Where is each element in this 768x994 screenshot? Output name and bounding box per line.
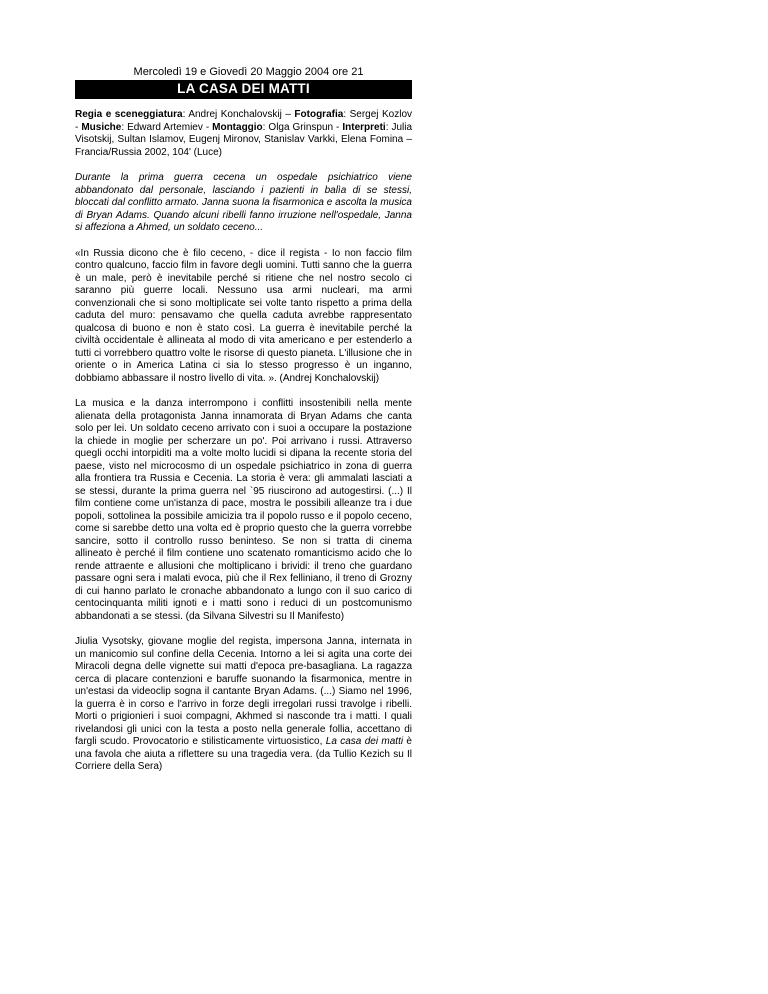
interpreti-value: : Julia Visotskij, Sultan Islamov, Eugenj Mironov, Stanislav Varkki, Elena Fomina – Francia/Russia 2002, 104' (Luce) — [75, 121, 413, 158]
director-quote: «In Russia dicono che è filo ceceno, - dice il regista - Io non faccio film contro qualcuno, faccio film in favore degli uomini. Tutti sanno che la guerra è un male, però è inevitabile perché si ritiene che nel nostro secolo ci saranno più guerre locali. Nessuno usa armi nucleari, ma armi convenzionali che si sono moltiplicate sei volte tanto rispetto a prima della caduta del muro: pensavamo che quella caduta avrebbe rappresentato qualcosa di buono e non è stato così. La guerra è inevitabile perché la civiltà occidentale è allineata al modo di vita americano e per estenderlo a tutti ci vorrebbero quattro volte le risorse di questo pianeta. L'illusione che in oriente o in America Latina ci sia lo stesso progresso è un inganno, dobbiamo abbassare il nostro livello di vita. ». (Andrej Konchalovskij) — [75, 247, 412, 384]
fotografia-value: : Sergej Kozlov - — [75, 109, 413, 133]
musiche-value: : Edward Artemiev - — [121, 121, 213, 133]
screening-date: Mercoledì 19 e Giovedì 20 Maggio 2004 ore 21 — [133, 66, 364, 78]
musiche-label: Musiche — [81, 121, 122, 133]
film-credits — [75, 109, 412, 159]
montaggio-value: : Olga Grinspun - — [262, 121, 343, 133]
montaggio-label: Montaggio — [212, 121, 263, 133]
corriere-review — [75, 636, 412, 774]
fotografia-label: Fotografia — [294, 109, 344, 120]
document-page — [75, 66, 412, 774]
corriere-review-part2: è una favola che aiuta a riflettere su una tragedia vera. (da Tullio Kezich su Il Corriere della Sera) — [75, 736, 412, 772]
film-title: LA CASA DEI MATTI — [75, 80, 412, 99]
corriere-review-part1: Jiulia Vysotsky, giovane moglie del regista, impersona Janna, internata in un manicomio sul confine della Cecenia. Intorno a lei si agita una corte dei Miracoli degna delle vignette sui matti d'epoca pre-basagliana. La ragazza cerca di placare contenzioni e baruffe suonando la fisarmonica, mentre in un'estasi da videoclip sogna il cantante Bryan Adams. (...) Siamo nel 1996, la guerra è in corso e l'arrivo in forze degli irregolari russi travolge i ribelli. Morti o prigionieri i suoi compagni, Akhmed si nasconde tra i matti. I quali rivelandosi gli unici con la testa a posto nella generale follia, accettano di fargli scudo. Provocatorio e stilisticamente virtuosistico, — [75, 636, 412, 747]
interpreti-label: Interpreti — [342, 121, 386, 133]
regia-label: Regia e sceneggiatura — [75, 109, 183, 120]
corriere-review-film-title: La casa dei matti — [325, 736, 404, 747]
film-synopsis: Durante la prima guerra cecena un ospedale psichiatrico viene abbandonato dal personale, lasciando i pazienti in balìa di se stessi, bloccati dal conflitto armato. Janna suona la fisarmonica e ascolta la musica di Bryan Adams. Quando alcuni ribelli fanno irruzione nell'ospedale, Janna si affeziona a Ahmed, un soldato ceceno... — [75, 172, 412, 233]
manifesto-review: La musica e la danza interrompono i conflitti insostenibili nella mente alienata della protagonista Janna innamorata di Bryan Adams che canta solo per lei. Un soldato ceceno arrivato con i suoi a occupare la postazione la chiede in moglie per scherzare un po'. Poi arrivano i russi. Attraverso quegli occhi intorpiditi ma a volte molto lucidi si dipana la recente storia del paese, visto nel microcosmo di un ospedale psichiatrico in zona di guerra alla frontiera tra Russia e Cecenia. La storia è vera: gli ammalati lasciati a se stessi, durante la prima guerra nel `95 riuscirono ad autogestirsi. (...) Il film contiene come un'istanza di pace, mostra le possibili alleanze tra i due popoli, sottolinea la possibile amicizia tra il popolo russo e il popolo ceceno, come si sarebbe detto una volta ed è proprio questo che la guerra vorrebbe sancire, sotto il controllo russo beninteso. Se non si tratta di cinema allineato è perché il film contiene uno scatenato romanticismo acido che lo rende attraente e allusioni che moltiplicano i brividi: il treno che guardano passare ogni sera i malati evoca, più che il Rex felliniano, il treno di Grozny di cui hanno parlato le cronache abbandonato a lungo con il suo carico di centocinquanta militi ignoti e i matti sono i reduci di un postcomunismo abbandonati a se stessi. (da Silvana Silvestri su Il Manifesto) — [75, 398, 412, 622]
regia-value: : Andrej Konchalovskij – — [182, 109, 295, 120]
